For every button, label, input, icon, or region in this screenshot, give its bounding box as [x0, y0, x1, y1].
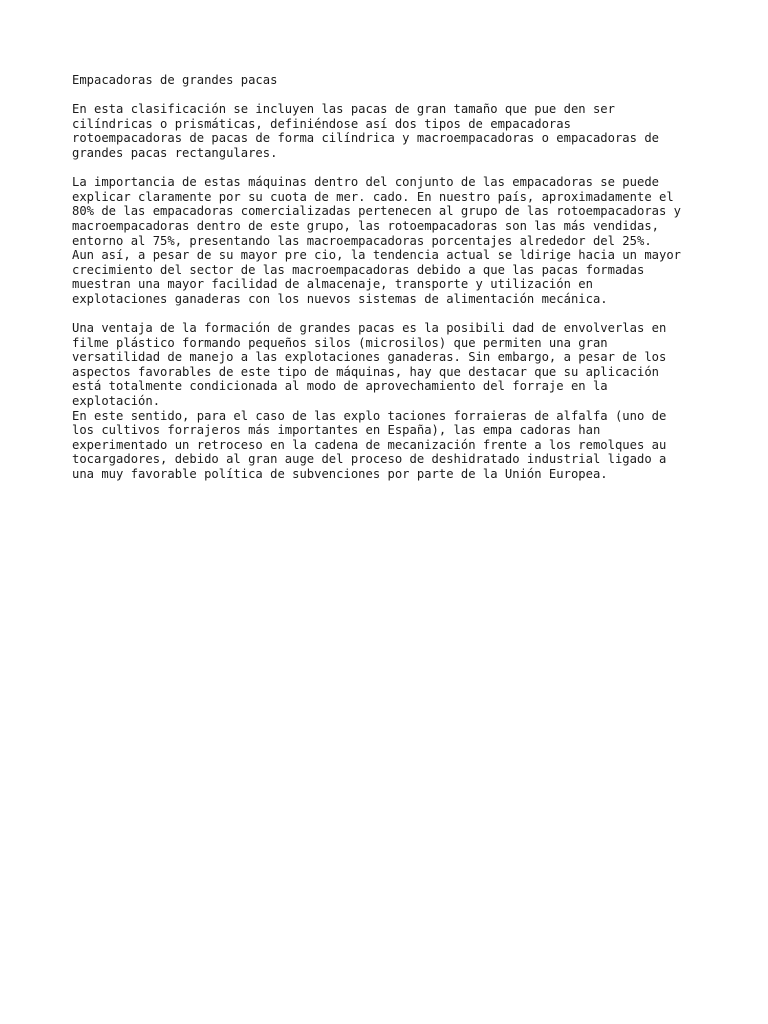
paragraph-line: versatilidad de manejo a las explotaciones ganaderas. Sin embargo, a pesar de los	[72, 350, 667, 365]
paragraph-line: En esta clasificación se incluyen las pacas de gran tamaño que pue den ser	[72, 102, 615, 117]
document-body	[72, 73, 712, 482]
paragraph-line: los cultivos forrajeros más importantes en España), las empa cadoras han	[72, 423, 601, 438]
paragraph-line: grandes pacas rectangulares.	[72, 145, 278, 160]
document-title: Empacadoras de grandes pacas	[72, 73, 278, 87]
paragraph-spacer	[72, 161, 712, 176]
paragraph-2	[72, 175, 712, 306]
paragraph-1	[72, 102, 712, 160]
paragraph-line: Aun así, a pesar de su mayor pre cio, la tendencia actual se ldirige hacia un mayor	[72, 248, 682, 263]
paragraph-line: explicar claramente por su cuota de mer. cado. En nuestro país, aproximadamente el	[72, 189, 674, 204]
paragraph-line: explotación.	[72, 394, 161, 409]
paragraph-line: 80% de las empacadoras comercializadas pertenecen al grupo de las rotoempacadoras y	[72, 204, 682, 219]
paragraph-line: La importancia de estas máquinas dentro del conjunto de las empacadoras se puede	[72, 175, 659, 190]
paragraph-3	[72, 321, 712, 482]
paragraph-spacer	[72, 88, 712, 103]
paragraph-line: macroempacadoras dentro de este grupo, las rotoempacadoras son las más vendidas,	[72, 218, 659, 233]
paragraph-line: una muy favorable política de subvenciones por parte de la Unión Europea.	[72, 467, 608, 482]
paragraph-line: muestran una mayor facilidad de almacenaje, transporte y utilización en	[72, 277, 593, 292]
paragraph-line: filme plástico formando pequeños silos (microsilos) que permiten una gran	[72, 335, 608, 350]
paragraph-line: rotoempacadoras de pacas de forma cilíndrica y macroempacadoras o empacadoras de	[72, 131, 659, 146]
paragraph-line: está totalmente condicionada al modo de aprovechamiento del forraje en la	[72, 379, 608, 394]
paragraph-line: Una ventaja de la formación de grandes pacas es la posibili dad de envolverlas en	[72, 321, 667, 336]
paragraph-line: explotaciones ganaderas con los nuevos sistemas de alimentación mecánica.	[72, 291, 608, 306]
paragraph-line: cilíndricas o prismáticas, definiéndose así dos tipos de empacadoras	[72, 116, 571, 131]
paragraph-line: entorno al 75%, presentando las macroempacadoras porcentajes alrededor del 25%.	[72, 233, 652, 248]
paragraph-spacer	[72, 307, 712, 322]
paragraph-line: tocargadores, debido al gran auge del proceso de deshidratado industrial ligado a	[72, 452, 667, 467]
paragraph-line: aspectos favorables de este tipo de máquinas, hay que destacar que su aplicación	[72, 364, 659, 379]
paragraph-line: En este sentido, para el caso de las explo taciones forraieras de alfalfa (uno de	[72, 408, 667, 423]
paragraph-line: experimentado un retroceso en la cadena de mecanización frente a los remolques au	[72, 437, 667, 452]
paragraph-line: crecimiento del sector de las macroempacadoras debido a que las pacas formadas	[72, 262, 645, 277]
